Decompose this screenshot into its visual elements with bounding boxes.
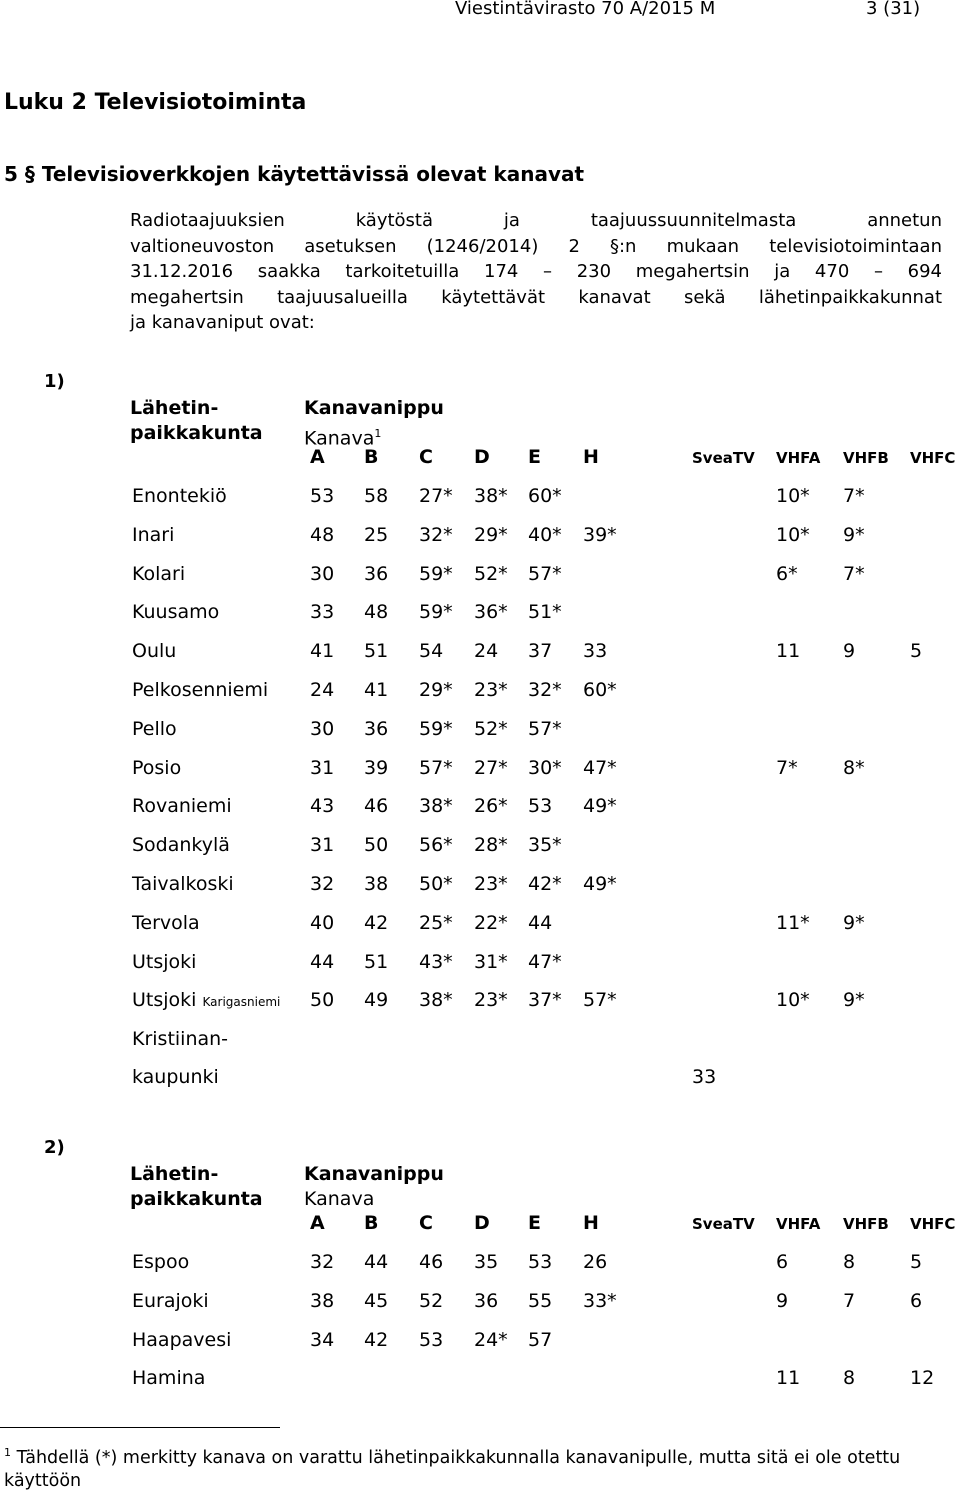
channel-cell: 30* [528,756,562,779]
channel-cell: 49* [583,873,617,895]
place-name: Kolari [132,562,186,585]
channel-cell: 44 [364,1251,389,1273]
channel-cell: 35 [474,1251,499,1273]
place-name: Sodankylä [132,834,230,857]
channel-cell: 30 [310,717,335,740]
channel-cell: 27* [419,485,453,507]
place-name: Kuusamo [132,601,220,624]
channel-cell: 7* [843,485,865,507]
channel-cell: 44 [528,911,553,934]
channel-cell: 26 [583,1251,608,1273]
channel-cell: 42 [364,911,389,934]
channel-cell: 10* [776,485,810,507]
place-name: Tervola [132,911,200,934]
channel-cell: 32* [528,679,562,701]
place-name: kaupunki [132,1066,219,1088]
page-number: 3 (31) [866,0,921,19]
channel-cell: 39* [583,523,617,546]
chapter-title: Luku 2 Televisiotoiminta [4,90,307,115]
intro-line: 31.12.2016 saakka tarkoitetuilla 174 – 230 megahertsin ja 470 – 694 [130,261,942,282]
place-name: Enontekiö [132,485,227,507]
channel-cell: 28* [474,834,508,857]
channel-cell: 38* [419,989,453,1012]
footnote [4,1441,954,1493]
transmitter-place [132,1329,231,1351]
place-name: Inari [132,523,175,546]
channel-cell: 11 [776,1367,801,1390]
channel-cell: 36* [474,601,508,624]
channel-cell: 5 [910,640,923,663]
channel-cell: 6 [910,1289,923,1312]
channel-cell: 36 [474,1289,499,1312]
channel-cell: 41 [364,679,389,701]
channel-cell: 52* [474,562,508,585]
channel-label: Kanava [304,1188,375,1210]
column-header: VHFA [776,449,821,467]
channel-cell: 22* [474,911,508,934]
transmitter-place [132,679,268,701]
transmitter-place [132,795,232,817]
channel-cell: 40* [528,523,562,546]
channel-cell: 23* [474,679,508,701]
channel-cell: 54 [419,640,444,663]
intro-paragraph [130,208,942,336]
transmitter-place [132,951,196,973]
channel-cell: 32* [419,523,453,546]
channel-cell: 44 [310,950,335,973]
channel-cell: 60* [583,679,617,701]
channel-cell: 55 [528,1289,553,1312]
channel-cell: 58 [364,485,389,507]
transmitter-place [132,757,181,779]
column-header: E [528,446,541,468]
channel-cell: 10* [776,989,810,1012]
channel-cell: 42 [364,1328,389,1351]
column-header: D [474,446,490,468]
section-title: 5 § Televisioverkkojen käytettävissä olevat kanavat [4,162,585,186]
channel-cell: 36 [364,562,389,585]
column-header: E [528,1212,541,1234]
place-name: Kristiinan- [132,1028,229,1050]
channel-cell: 6 [776,1251,789,1273]
channel-cell: 49* [583,795,617,818]
channel-cell: 8 [843,1367,856,1390]
channel-cell: 60* [528,485,562,507]
channel-cell: 37* [528,989,562,1012]
transmitter-place [132,1290,209,1312]
channel-cell: 45 [364,1289,389,1312]
channel-cell: 25 [364,523,389,546]
multiplex-label: Kanavanippu [304,397,444,419]
channel-label: Kanava$^1$ [304,427,382,450]
place-name: Hamina [132,1367,206,1390]
channel-cell: 48 [310,523,335,546]
channel-cell: 8 [843,1251,856,1273]
channel-cell: 30 [310,562,335,585]
channel-cell: 36 [364,717,389,740]
transmitter-place [132,718,177,740]
channel-cell: 43 [310,795,335,818]
channel-cell: 52 [419,1289,444,1312]
transmitter-place [132,524,174,546]
channel-cell: 51 [364,640,389,663]
channel-cell: 31 [310,834,335,857]
channel-cell: 38 [364,873,389,895]
channel-cell: 57* [528,717,562,740]
footnote-divider [0,1427,280,1428]
channel-cell: 57 [528,1328,553,1351]
channel-cell: 46 [419,1251,444,1273]
channel-cell: 47* [583,756,617,779]
channel-cell: 49 [364,989,389,1012]
footnote-mark: 1 [4,1446,11,1459]
footnote-text: Tähdellä (*) merkitty kanava on varattu lähetinpaikkakunnalla kanavanipulle, mutta sitä ei ole otettu käyttöön [4,1447,901,1491]
channel-cell: 34 [310,1328,335,1351]
channel-cell: 57* [419,756,453,779]
channel-cell: 10* [776,523,810,546]
document-reference: Viestintävirasto 70 A/2015 M [455,0,716,19]
column-header: SveaTV [692,449,755,467]
column-header: H [583,1212,599,1234]
transmitter-label-line2: paikkakunta [130,1188,263,1210]
channel-cell: 46 [364,795,389,818]
channel-cell: 59* [419,562,453,585]
channel-cell: 23* [474,989,508,1012]
transmitter-place [132,485,227,507]
place-name: Eurajoki [132,1289,209,1312]
place-subname: Karigasniemi [202,995,281,1010]
intro-line: valtioneuvoston asetuksen (1246/2014) 2 §:n mukaan televisiotoimintaan [130,235,942,257]
section-number-1: 1) [44,371,65,392]
channel-cell: 7* [776,756,798,779]
channel-cell: 59* [419,717,453,740]
channel-cell: 11 [776,640,801,663]
channel-cell: 48 [364,601,389,624]
channel-cell: 53 [528,795,553,818]
intro-line: megahertsin taajuusalueilla käytettävät kanavat sekä lähetinpaikkakunnat [130,286,942,308]
transmitter-label-line2: paikkakunta [130,422,263,444]
transmitter-place [132,989,280,1011]
channel-cell: 24 [310,679,335,701]
column-header: VHFC [910,1215,956,1233]
place-name: Oulu [132,640,177,663]
channel-cell: 51 [364,950,389,973]
channel-cell: 12 [910,1367,935,1390]
channel-cell: 9* [843,989,865,1012]
transmitter-place [132,563,185,585]
channel-cell: 53 [310,485,335,507]
channel-cell: 56* [419,834,453,857]
channel-cell: 41 [310,640,335,663]
channel-cell: 38* [419,795,453,818]
channel-cell: 29* [419,679,453,701]
transmitter-place [132,834,230,856]
channel-cell: 9 [843,640,856,663]
channel-cell: 53 [528,1251,553,1273]
place-name: Posio [132,756,182,779]
column-header: C [419,1212,433,1234]
channel-cell: 33 [583,640,608,663]
transmitter-place [132,912,200,934]
column-header: VHFB [843,449,889,467]
channel-cell: 38* [474,485,508,507]
transmitter-label-line1: Lähetin- [130,1163,219,1185]
place-name: Pello [132,717,177,740]
channel-cell: 31* [474,950,508,973]
channel-cell: 25* [419,911,453,934]
channel-cell: 24 [474,640,499,663]
place-name: Utsjoki [132,950,197,973]
channel-cell: 26* [474,795,508,818]
place-name: Espoo [132,1251,190,1273]
column-header: D [474,1212,490,1234]
column-header: A [310,446,325,468]
channel-cell: 50 [364,834,389,857]
transmitter-label-line1: Lähetin- [130,397,219,419]
channel-cell: 42* [528,873,562,895]
channel-cell: 52* [474,717,508,740]
channel-cell: 53 [419,1328,444,1351]
column-header: A [310,1212,325,1234]
channel-cell: 24* [474,1328,508,1351]
channel-cell: 27* [474,756,508,779]
column-header: C [419,446,433,468]
transmitter-place [132,601,219,623]
channel-cell: 43* [419,950,453,973]
channel-cell: 8* [843,756,865,779]
column-header: VHFA [776,1215,821,1233]
channel-cell: 57* [583,989,617,1012]
footnote-reference: 1 [374,427,382,440]
channel-cell: 7 [843,1289,856,1312]
channel-cell: 50* [419,873,453,895]
column-header: H [583,446,599,468]
channel-cell: 59* [419,601,453,624]
place-name: Haapavesi [132,1328,232,1351]
channel-cell: 29* [474,523,508,546]
channel-cell: 50 [310,989,335,1012]
channel-cell: 40 [310,911,335,934]
channel-cell: 9* [843,523,865,546]
channel-cell: 32 [310,1251,335,1273]
channel-cell: 37 [528,640,553,663]
transmitter-place [132,873,234,895]
channel-cell: 7* [843,562,865,585]
channel-cell: 33 [310,601,335,624]
place-name: Taivalkoski [132,873,234,895]
channel-cell: 47* [528,950,562,973]
intro-line: ja kanavaniput ovat: [130,312,315,333]
column-header: B [364,1212,379,1234]
multiplex-label: Kanavanippu [304,1163,444,1185]
channel-cell: 31 [310,756,335,779]
column-header: VHFC [910,449,956,467]
channel-cell: 5 [910,1251,923,1273]
channel-cell: 32 [310,873,335,895]
channel-cell: 33* [583,1289,617,1312]
channel-cell: 9* [843,911,865,934]
column-header: VHFB [843,1215,889,1233]
channel-cell: 6* [776,562,798,585]
transmitter-place [132,1367,205,1389]
column-header: B [364,446,379,468]
transmitter-place [132,640,176,662]
channel-cell: 39 [364,756,389,779]
channel-cell: 33 [692,1066,717,1088]
channel-cell: 9 [776,1289,789,1312]
channel-cell: 57* [528,562,562,585]
channel-cell: 51* [528,601,562,624]
place-name: Rovaniemi [132,795,232,818]
channel-cell: 35* [528,834,562,857]
intro-line: Radiotaajuuksien käytöstä ja taajuussuunnitelmasta annetun [130,210,942,231]
channel-cell: 23* [474,873,508,895]
section-number-2: 2) [44,1137,65,1158]
place-name: Pelkosenniemi [132,679,269,701]
transmitter-place [132,1251,189,1273]
channel-cell: 38 [310,1289,335,1312]
column-header: SveaTV [692,1215,755,1233]
channel-cell: 11* [776,911,810,934]
place-name: Utsjoki [132,989,197,1012]
